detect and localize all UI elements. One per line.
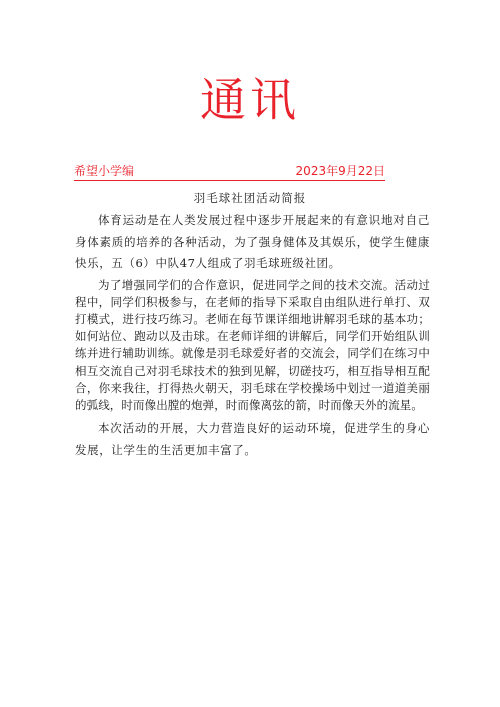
article-paragraph: 本次活动的开展，大力营造良好的运动环境，促进学生的身心发展，让学生的生活更加丰富了。 — [75, 421, 430, 457]
issue-date: 2023年9月22日 — [295, 164, 385, 178]
article-paragraph: 为了增强同学们的合作意识，促进同学之间的技术交流。活动过程中，同学们积极参与，在老师的指导下采取自由组队进行单打、双打模式，进行技巧练习。老师在每节课详细地讲解羽毛球的基本功；如何站位、跑动以及击球。在老师详细的讲解后，同学们开始组队训练并进行辅助训练。就像是羽毛球爱好者的交流会，同学们在练习中相互交流自己对羽毛球技术的独到见解，切磋技巧，相互指导相互配合，你来我往，打得热火朝天，羽毛球在学校操场中划过一道道美丽的弧线，时而像出膛的炮弹，时而像离弦的箭，时而像天外的流星。 — [75, 277, 430, 412]
issue-info-line — [74, 164, 385, 181]
masthead-title: 通讯 — [200, 73, 300, 127]
article-body — [75, 210, 430, 461]
article-paragraph: 体育运动是在人类发展过程中逐步开展起来的有意识地对自己身体素质的培养的各种活动，为了强身健体及其娱乐，使学生健康快乐，五（6）中队47人组成了羽毛球班级社团。 — [75, 213, 430, 270]
article-title: 羽毛球社团活动简报 — [193, 191, 307, 205]
editor-label: 希望小学编 — [74, 164, 135, 178]
